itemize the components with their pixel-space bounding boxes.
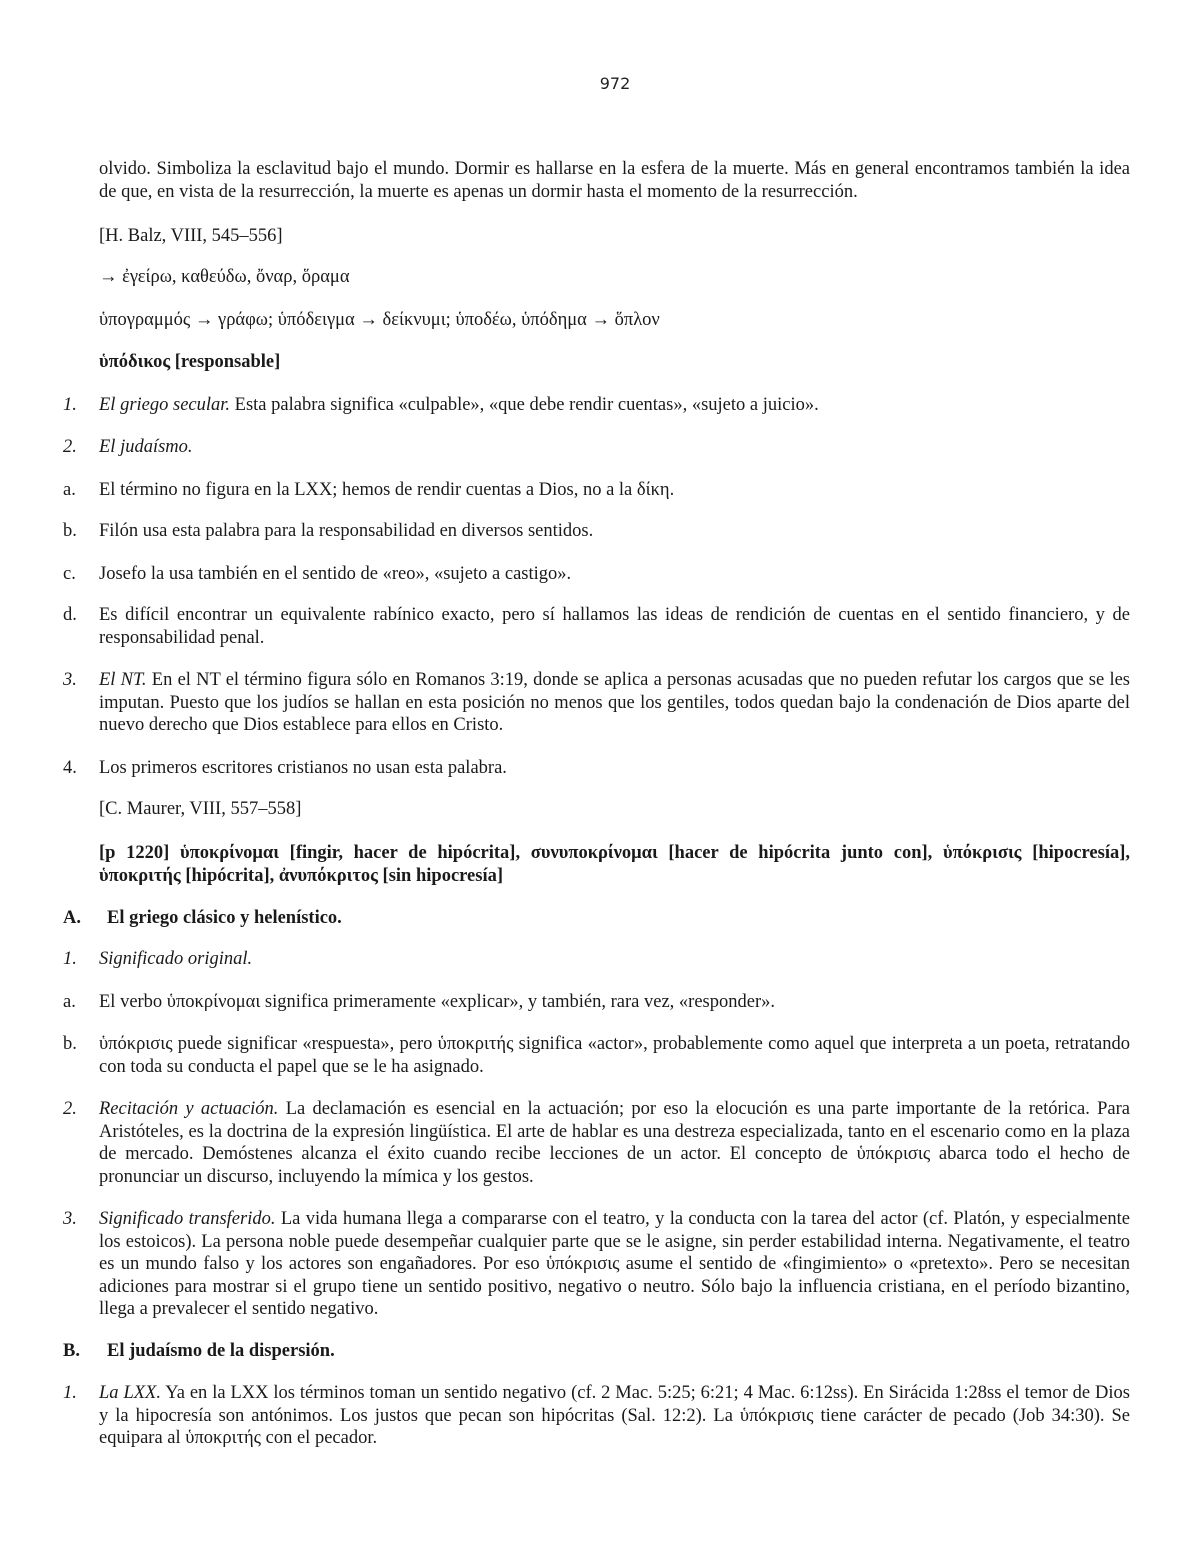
- item-text: El término no figura en la LXX; hemos de rendir cuentas a Dios, no a la δίκη.: [99, 480, 675, 500]
- list-marker: a.: [63, 992, 76, 1012]
- list-marker: 1.: [63, 395, 77, 415]
- section-title: El judaísmo de la dispersión.: [107, 1341, 335, 1361]
- section-title: El griego clásico y helenístico.: [107, 908, 342, 928]
- list-item: [63, 436, 1130, 459]
- list-item: [63, 479, 1130, 502]
- entry-heading-hypokrinomai: [p 1220] ὑποκρίνομαι [fingir, hacer de hipócrita], συνυποκρίνομαι [hacer de hipócrita junto con], ὑπόκρισις [hipocresía], ὑποκριτής [hipócrita], ἀνυπόκριτος [sin hipocresía]: [99, 843, 1130, 886]
- list-item: [63, 604, 1130, 649]
- section-marker: A.: [63, 908, 81, 928]
- continuation-paragraph: olvido. Simboliza la esclavitud bajo el mundo. Dormir es hallarse en la esfera de la muerte. Más en general encontramos también la idea de que, en vista de la resurrección, la muerte es apenas un dormir hasta el momento de la resurrección.: [99, 159, 1130, 202]
- list-item: [63, 394, 1130, 417]
- page-number: 972: [599, 74, 631, 93]
- list-marker: 1.: [63, 1383, 77, 1403]
- citation-balz: [H. Balz, VIII, 545–556]: [99, 226, 283, 246]
- see-also-line: → ἐγείρω, καθεύδω, ὄναρ, ὅραμα: [99, 267, 350, 287]
- list-item: [63, 669, 1130, 737]
- list-marker: d.: [63, 605, 77, 625]
- list-marker: 3.: [63, 670, 77, 690]
- item-text: Es difícil encontrar un equivalente rabínico exacto, pero sí hallamos las ideas de rendición de cuentas en el sentido financiero, y de responsabilidad penal.: [99, 605, 1130, 648]
- list-item: [63, 1098, 1130, 1188]
- entry-heading-hypodikos: ὑπόδικος [responsable]: [99, 352, 281, 372]
- item-text: La declamación es esencial en la actuación; por eso la elocución es una parte importante de la retórica. Para Aristóteles, es la doctrina de la expresión lingüística. El arte de hablar es una destreza especializada, tanto en el escenario como en la plaza de mercado. Demóstenes alcanza el éxito cuando recibe lecciones de un actor. El concepto de ὑπόκρισις abarca todo el hecho de pronunciar un discurso, incluyendo la mímica y los gestos.: [99, 1099, 1130, 1187]
- list-marker: 1.: [63, 949, 77, 969]
- item-text: Josefo la usa también en el sentido de «reo», «sujeto a castigo».: [99, 564, 572, 584]
- list-item: [63, 520, 1130, 543]
- list-marker: 2.: [63, 437, 77, 457]
- item-label: El NT.: [99, 670, 147, 690]
- list-item: [63, 563, 1130, 586]
- section-marker: B.: [63, 1341, 80, 1361]
- list-marker: 2.: [63, 1099, 77, 1119]
- list-marker: 3.: [63, 1209, 77, 1229]
- list-marker: c.: [63, 564, 76, 584]
- item-label: Significado original.: [99, 949, 253, 969]
- item-text: ὑπόκρισις puede significar «respuesta», pero ὑποκριτής significa «actor», probablemente como aquel que interpreta a un poeta, retratando con toda su conducta el papel que se le ha asignado.: [99, 1034, 1130, 1077]
- cross-references-line: ὑπογραμμός → γράφω; ὑπόδειγμα → δείκνυμι; ὑποδέω, ὑπόδημα → ὅπλον: [99, 310, 660, 330]
- list-item: [63, 991, 1130, 1014]
- list-marker: b.: [63, 521, 77, 541]
- list-marker: b.: [63, 1034, 77, 1054]
- item-text: Esta palabra significa «culpable», «que debe rendir cuentas», «sujeto a juicio».: [230, 395, 819, 415]
- item-text: La vida humana llega a compararse con el teatro, y la conducta con la tarea del actor (cf. Platón, y especialmente los estoicos). La persona noble puede desempeñar cualquier parte que se le asigne, sin perder estabilidad interna. Negativamente, el teatro es un mundo falso y los actores son engañadores. Por eso ὑπόκρισις asume el sentido de «fingimiento» o «pretexto». Pero se necesitan adiciones para mostrar si el grupo tiene un sentido positivo, negativo o neutro. Sólo bajo la influencia cristiana, en el período bizantino, llega a prevalecer el sentido negativo.: [99, 1209, 1130, 1319]
- item-label: El judaísmo.: [99, 437, 193, 457]
- list-marker: a.: [63, 480, 76, 500]
- section-heading-b: [63, 1340, 1130, 1363]
- item-label: La LXX.: [99, 1383, 161, 1403]
- item-text: Los primeros escritores cristianos no usan esta palabra.: [99, 758, 507, 778]
- item-text: En el NT el término figura sólo en Romanos 3:19, donde se aplica a personas acusadas que no pueden refutar los cargos que se les imputan. Puesto que los judíos se hallan en esta posición no menos que los gentiles, todos quedan bajo la condenación de Dios aparte del nuevo derecho que Dios establece para ellos en Cristo.: [99, 670, 1130, 735]
- item-label: Significado transferido.: [99, 1209, 276, 1229]
- list-marker: 4.: [63, 758, 77, 778]
- item-text: El verbo ὑποκρίνομαι significa primeramente «explicar», y también, rara vez, «responder».: [99, 992, 775, 1012]
- item-text: Filón usa esta palabra para la responsabilidad en diversos sentidos.: [99, 521, 594, 541]
- item-label: El griego secular.: [99, 395, 231, 415]
- list-item: [63, 1033, 1130, 1078]
- list-item: [63, 1382, 1130, 1450]
- list-item: [63, 1208, 1130, 1321]
- item-text: Ya en la LXX los términos toman un sentido negativo (cf. 2 Mac. 5:25; 6:21; 4 Mac. 6:12ss). En Sirácida 1:28ss el temor de Dios y la hipocresía son antónimos. Los justos que pecan son hipócritas (Sal. 12:2). La ὑπόκρισις tiene carácter de pecado (Job 34:30). Se equipara al ὑποκριτής con el pecador.: [99, 1383, 1130, 1448]
- list-item: [63, 757, 1130, 780]
- item-label: Recitación y actuación.: [99, 1099, 279, 1119]
- citation-maurer: [C. Maurer, VIII, 557–558]: [99, 799, 302, 819]
- list-item: [63, 948, 1130, 971]
- section-heading-a: [63, 907, 1130, 930]
